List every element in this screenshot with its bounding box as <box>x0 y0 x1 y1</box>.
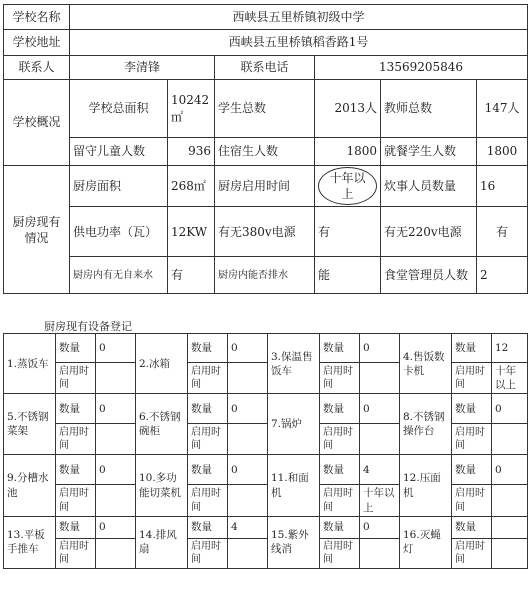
equipment-name: 14.排风扇 <box>136 516 188 568</box>
v380-label: 有无380v电源 <box>215 207 315 257</box>
quantity-value: 0 <box>360 516 400 538</box>
quantity-value: 0 <box>96 334 136 363</box>
start-time-label: 启用时间 <box>188 538 228 568</box>
contact-value: 李清锋 <box>70 56 215 80</box>
cooks-value: 16 <box>477 166 528 207</box>
kitchen-years-label: 厨房启用时间 <box>215 166 315 207</box>
power-value: 12KW <box>168 207 215 257</box>
quantity-label: 数量 <box>56 394 96 424</box>
equipment-name: 2.冰箱 <box>136 334 188 394</box>
quantity-value: 0 <box>96 394 136 424</box>
start-time-value <box>228 485 268 516</box>
equipment-name: 6.不锈钢碗柜 <box>136 394 188 455</box>
students-value: 2013人 <box>315 80 381 138</box>
start-time-label: 启用时间 <box>452 363 492 394</box>
quantity-value: 12 <box>492 334 528 363</box>
equipment-name: 8.不锈钢操作台 <box>400 394 452 455</box>
address-value: 西峡县五里桥镇稻香路1号 <box>70 30 528 56</box>
start-time-value <box>492 538 528 568</box>
quantity-value <box>492 516 528 538</box>
address-label: 学校地址 <box>4 30 70 56</box>
quantity-value: 0 <box>228 455 268 485</box>
quantity-label: 数量 <box>452 516 492 538</box>
start-time-value <box>96 538 136 568</box>
quantity-label: 数量 <box>188 394 228 424</box>
start-time-label: 启用时间 <box>188 363 228 394</box>
equipment-name: 9.分槽水池 <box>4 455 56 516</box>
start-time-label: 启用时间 <box>56 363 96 394</box>
start-time-value <box>360 424 400 455</box>
quantity-value: 4 <box>360 455 400 485</box>
quantity-value: 0 <box>228 394 268 424</box>
contact-label: 联系人 <box>4 56 70 80</box>
start-time-value <box>492 424 528 455</box>
start-time-label: 启用时间 <box>452 538 492 568</box>
area-value: 10242 ㎡ <box>168 80 215 138</box>
teachers-value: 147人 <box>477 80 528 138</box>
start-time-value <box>96 424 136 455</box>
boarding-value: 1800 <box>315 138 381 166</box>
tap-water-value: 有 <box>168 257 215 294</box>
quantity-label: 数量 <box>188 516 228 538</box>
canteen-mgr-value: 2 <box>477 257 528 294</box>
start-time-value: 十年以上 <box>492 363 528 394</box>
start-time-value: 十年以上 <box>360 485 400 516</box>
quantity-label: 数量 <box>320 334 360 363</box>
start-time-value <box>228 538 268 568</box>
start-time-label: 启用时间 <box>320 363 360 394</box>
teachers-label: 教师总数 <box>381 80 477 138</box>
quantity-label: 数量 <box>320 455 360 485</box>
start-time-value <box>228 424 268 455</box>
start-time-value <box>360 538 400 568</box>
start-time-label: 启用时间 <box>320 485 360 516</box>
kitchen-status-label: 厨房现有情况 <box>4 166 70 294</box>
start-time-value <box>228 363 268 394</box>
cooks-label: 炊事人员数量 <box>381 166 477 207</box>
dining-value: 1800 <box>477 138 528 166</box>
equipment-caption: 厨房现有设备登记 <box>44 320 132 333</box>
start-time-label: 启用时间 <box>320 538 360 568</box>
start-time-label: 启用时间 <box>452 424 492 455</box>
quantity-value: 0 <box>492 455 528 485</box>
quantity-label: 数量 <box>452 334 492 363</box>
quantity-value: 4 <box>228 516 268 538</box>
start-time-label: 启用时间 <box>188 424 228 455</box>
start-time-value <box>360 363 400 394</box>
quantity-value: 0 <box>360 334 400 363</box>
quantity-value: 0 <box>492 394 528 424</box>
equipment-name: 4.售饭数卡机 <box>400 334 452 394</box>
equipment-name: 12.压面机 <box>400 455 452 516</box>
power-label: 供电功率（瓦） <box>70 207 168 257</box>
quantity-label: 数量 <box>188 455 228 485</box>
equipment-name: 13.平板手推车 <box>4 516 56 568</box>
boarding-label: 住宿生人数 <box>215 138 315 166</box>
equipment-name: 3.保温售饭车 <box>268 334 320 394</box>
drain-value: 能 <box>315 257 381 294</box>
equipment-name: 7.锅炉 <box>268 394 320 455</box>
start-time-value <box>96 363 136 394</box>
left-behind-value: 936 <box>168 138 215 166</box>
quantity-label: 数量 <box>452 455 492 485</box>
start-time-label: 启用时间 <box>320 424 360 455</box>
quantity-value: 0 <box>96 516 136 538</box>
school-name-value: 西峡县五里桥镇初级中学 <box>70 5 528 30</box>
students-label: 学生总数 <box>215 80 315 138</box>
kitchen-area-label: 厨房面积 <box>70 166 168 207</box>
quantity-label: 数量 <box>56 516 96 538</box>
equipment-name: 16.灭蝇灯 <box>400 516 452 568</box>
quantity-value: 0 <box>360 394 400 424</box>
quantity-label: 数量 <box>188 334 228 363</box>
quantity-label: 数量 <box>320 516 360 538</box>
quantity-label: 数量 <box>56 455 96 485</box>
drain-label: 厨房内能否排水 <box>215 257 315 294</box>
kitchen-years-value: 十年以上 <box>318 167 377 205</box>
left-behind-label: 留守儿童人数 <box>70 138 168 166</box>
v220-value: 有 <box>477 207 528 257</box>
start-time-value <box>96 485 136 516</box>
school-info-table <box>3 4 528 294</box>
start-time-label: 启用时间 <box>56 424 96 455</box>
equipment-name: 1.蒸饭车 <box>4 334 56 394</box>
equipment-name: 5.不锈钢菜架 <box>4 394 56 455</box>
v220-label: 有无220v电源 <box>381 207 477 257</box>
kitchen-area-value: 268㎡ <box>168 166 215 207</box>
start-time-label: 启用时间 <box>188 485 228 516</box>
phone-label: 联系电话 <box>215 56 315 80</box>
area-label: 学校总面积 <box>70 80 168 138</box>
tap-water-label: 厨房内有无自来水 <box>70 257 168 294</box>
overview-label: 学校概况 <box>4 80 70 166</box>
quantity-label: 数量 <box>320 394 360 424</box>
quantity-value: 0 <box>228 334 268 363</box>
start-time-value <box>492 485 528 516</box>
quantity-value: 0 <box>96 455 136 485</box>
start-time-label: 启用时间 <box>56 485 96 516</box>
v380-value: 有 <box>315 207 381 257</box>
school-name-label: 学校名称 <box>4 5 70 30</box>
equipment-name: 10.多功能切菜机 <box>136 455 188 516</box>
equipment-name: 15.紫外线消 <box>268 516 320 568</box>
phone-value: 13569205846 <box>315 56 528 80</box>
equipment-name: 11.和面机 <box>268 455 320 516</box>
equipment-table <box>3 333 528 569</box>
start-time-label: 启用时间 <box>452 485 492 516</box>
quantity-label: 数量 <box>56 334 96 363</box>
start-time-label: 启用时间 <box>56 538 96 568</box>
kitchen-years-cell <box>315 166 381 207</box>
canteen-mgr-label: 食堂管理员人数 <box>381 257 477 294</box>
quantity-label: 数量 <box>452 394 492 424</box>
dining-label: 就餐学生人数 <box>381 138 477 166</box>
